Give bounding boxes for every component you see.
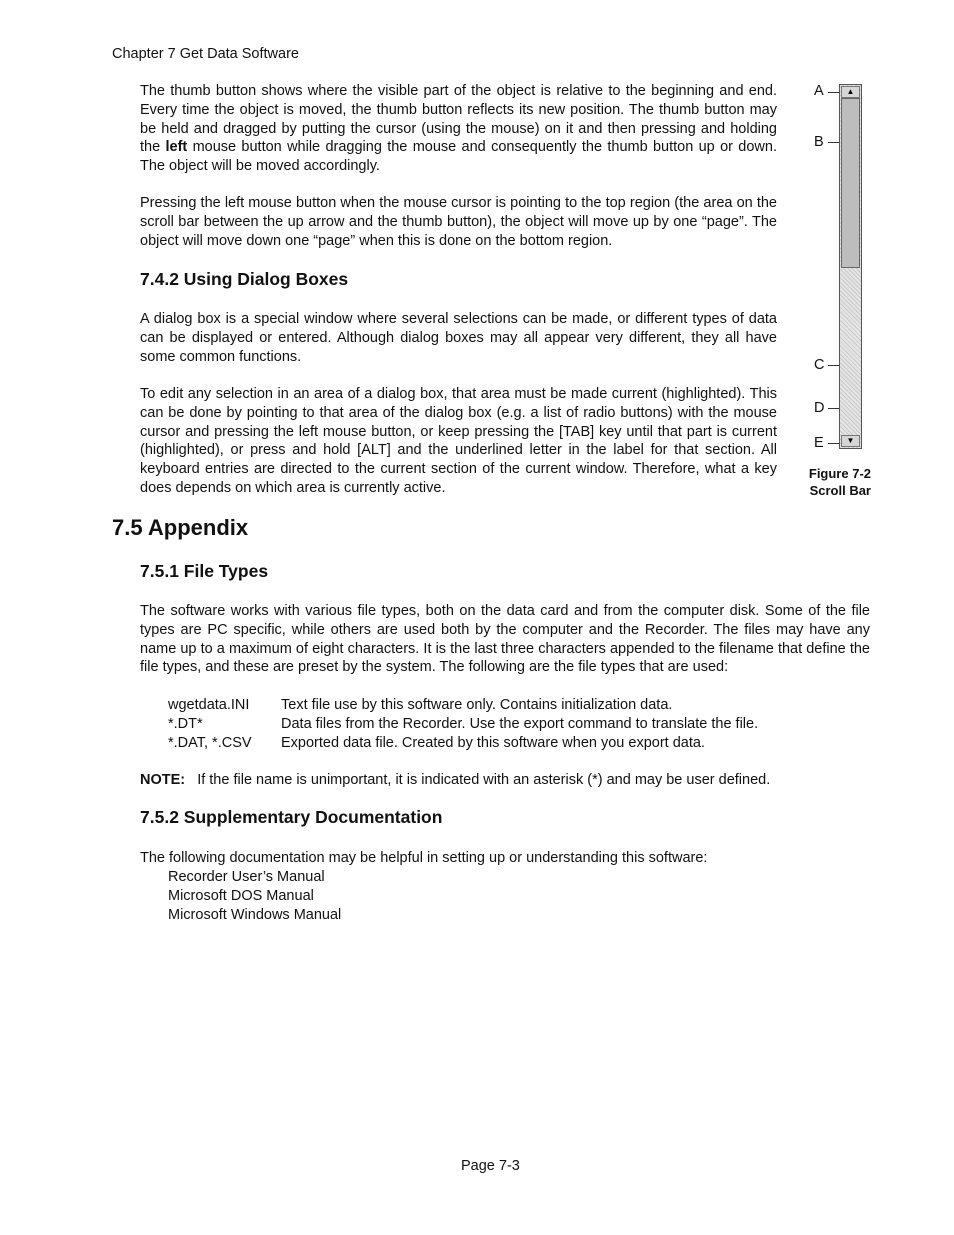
note — [140, 771, 770, 790]
page-region-paragraph: Pressing the left mouse button when the mouse cursor is pointing to the top region (the area on the scroll bar between the up arrow and the thumb button), the object will move up by one “page”. The object will move down one “page” when this is done on the bottom region. — [140, 195, 777, 249]
figure-number: Figure 7-2 — [808, 466, 871, 481]
label-e: E — [814, 435, 824, 451]
file-type-desc: Exported data file. Created by this software when you export data. — [281, 734, 705, 751]
thumb-paragraph-part1: The thumb button shows where the visible part of the object is relative to the beginning and end. Every time the object is moved, the thumb button reflects its new position. The thumb button may be held and dragged by putting the cursor (using the mouse) on it and then pressing and holding the — [140, 83, 777, 156]
heading-7-4-2: 7.4.2 Using Dialog Boxes — [140, 269, 349, 289]
label-a: A — [814, 83, 824, 99]
file-type-desc: Text file use by this software only. Contains initialization data. — [281, 697, 673, 713]
dialog-intro-paragraph: A dialog box is a special window where several selections can be made, or different types of data can be displayed or entered. Although dialog boxes may all appear very different, they all have some common functions. — [140, 311, 777, 365]
heading-7-5-1: 7.5.1 File Types — [140, 561, 269, 581]
file-type-name: wgetdata.INI — [168, 697, 250, 713]
thumb-button-paragraph — [140, 82, 777, 176]
scroll-bar[interactable] — [839, 84, 862, 449]
scroll-up-arrow-icon[interactable]: ▲ — [841, 86, 860, 98]
scroll-down-arrow-icon[interactable]: ▼ — [841, 435, 860, 447]
list-item: Microsoft Windows Manual — [168, 906, 342, 923]
list-item: Recorder User’s Manual — [168, 869, 325, 885]
label-d: D — [814, 400, 825, 416]
file-type-name: *.DT* — [168, 715, 203, 732]
figure-caption — [809, 466, 871, 499]
file-type-row — [168, 696, 758, 715]
heading-7-5: 7.5 Appendix — [112, 515, 249, 540]
dialog-edit-paragraph: To edit any selection in an area of a dialog box, that area must be made current (highlighted). This can be done by pointing to that area of the dialog box (e.g. a list of radio buttons) with the mouse cursor and pressing the left mouse button, or keep pressing the [TAB] key until that part is current (highlighted), or press and hold [ALT] and the underlined letter in the label for that section. All keyboard entries are directed to the current section of the current window. Therefore, what a key does depends on which area is currently active. — [140, 386, 777, 496]
file-type-name: *.DAT, *.CSV — [168, 734, 252, 751]
file-type-desc: Data files from the Recorder. Use the export command to translate the file. — [281, 715, 759, 732]
list-item: Microsoft DOS Manual — [168, 887, 314, 904]
running-header: Chapter 7 Get Data Software — [112, 46, 299, 62]
label-b: B — [814, 134, 824, 150]
heading-7-5-2: 7.5.2 Supplementary Documentation — [140, 807, 443, 827]
docs-list — [168, 868, 341, 924]
docs-intro: The following documentation may be helpful in setting up or understanding this software: — [140, 850, 708, 866]
file-type-row — [168, 715, 758, 734]
figure-title: Scroll Bar — [809, 482, 871, 498]
file-types-table — [168, 696, 758, 752]
thumb-paragraph-part2: mouse button while dragging the mouse and consequently the thumb button up or down. The object will be moved accordingly. — [140, 139, 777, 175]
thumb-paragraph-bold: left — [165, 139, 188, 156]
label-c: C — [814, 357, 825, 373]
note-label: NOTE: — [140, 772, 186, 788]
file-types-paragraph: The software works with various file types, both on the data card and from the computer disk. Some of the file types are PC specific, while others are used both by the computer and the Recorder. The files may have any name up to a maximum of eight characters. It is the last three characters appended to the filename that define the file types, and these are preset by the system. The following are the file types that are used: — [140, 603, 870, 676]
file-type-row — [168, 734, 758, 753]
scroll-thumb-button[interactable] — [841, 98, 860, 268]
page-number: Page 7-3 — [461, 1158, 520, 1174]
note-text: If the file name is unimportant, it is indicated with an asterisk (*) and may be user defined. — [185, 772, 771, 788]
